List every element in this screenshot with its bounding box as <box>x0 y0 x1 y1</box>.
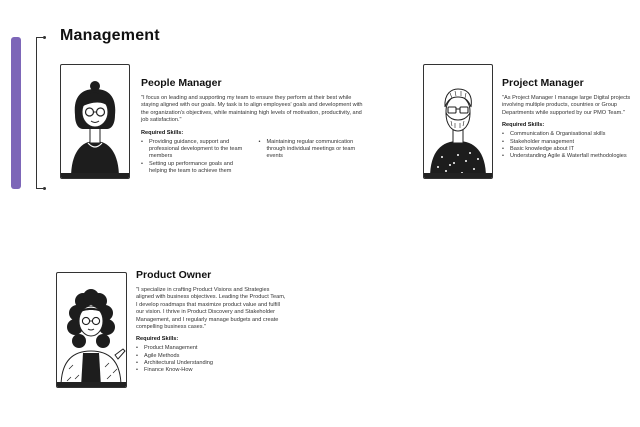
role-title: Project Manager <box>502 77 584 89</box>
section-title: Management <box>60 27 160 44</box>
skills-list-col1 <box>141 139 249 175</box>
skill-item: • Product Management <box>136 345 286 352</box>
woman-with-glasses-portrait-icon <box>60 64 130 179</box>
role-card-project-manager <box>502 77 632 160</box>
curly-haired-woman-portrait-icon <box>56 272 127 388</box>
portrait-base <box>57 382 126 387</box>
skills-label: Required Skills: <box>136 336 179 343</box>
role-description: "As Project Manager I manage large Digital projects involving multiple products, countries or Group Departments while supported by our PMO Team." <box>502 95 631 116</box>
skills-columns <box>141 139 366 175</box>
skills-list <box>502 131 632 160</box>
skill-item: • Agile Methods <box>136 353 286 360</box>
role-card-people-manager <box>141 77 366 175</box>
role-description: "I focus on leading and supporting my team to ensure they perform at their best while staying aligned with our goals. My task is to align employees' goals and development with the organization's objectives, while maintaining high levels of motivation, productivity, and job satisfaction." <box>141 95 363 124</box>
skill-item: • Communication & Organisational skills <box>502 131 632 138</box>
skill-item: • Basic knowledge about IT <box>502 146 632 153</box>
skills-label: Required Skills: <box>502 122 545 129</box>
bearded-man-portrait-icon <box>423 64 493 179</box>
skill-item: • Architectural Understanding <box>136 360 286 367</box>
accent-bar <box>11 37 21 189</box>
skill-item: • Finance Know-How <box>136 367 286 374</box>
skills-label: Required Skills: <box>141 129 184 136</box>
skills-list-col2 <box>259 139 367 175</box>
portrait-base <box>424 173 492 178</box>
skill-item: • Stakeholder management <box>502 139 632 146</box>
section-bracket <box>36 37 43 189</box>
role-title: People Manager <box>141 77 222 89</box>
role-card-product-owner <box>136 269 286 375</box>
skills-list <box>136 345 286 374</box>
skill-item: • Providing guidance, support and professional development to the team members <box>141 139 249 161</box>
skill-item: • Understanding Agile & Waterfall methodologies <box>502 153 632 160</box>
role-description: "I specialize in crafting Product Visions and Strategies aligned with business objectives. Leading the Product Team, I develop roadmaps that maximize product value and fulfill our vision. I thrive in Product Discovery and Stakeholder Management, and I regularly manage budgets and create compelling business cases." <box>136 287 286 331</box>
skill-item: • Maintaining regular communication through individual meetings or team events <box>259 139 367 161</box>
skill-item: • Setting up performance goals and helping the team to achieve them <box>141 161 249 176</box>
portrait-base <box>61 173 129 178</box>
role-title: Product Owner <box>136 269 212 281</box>
